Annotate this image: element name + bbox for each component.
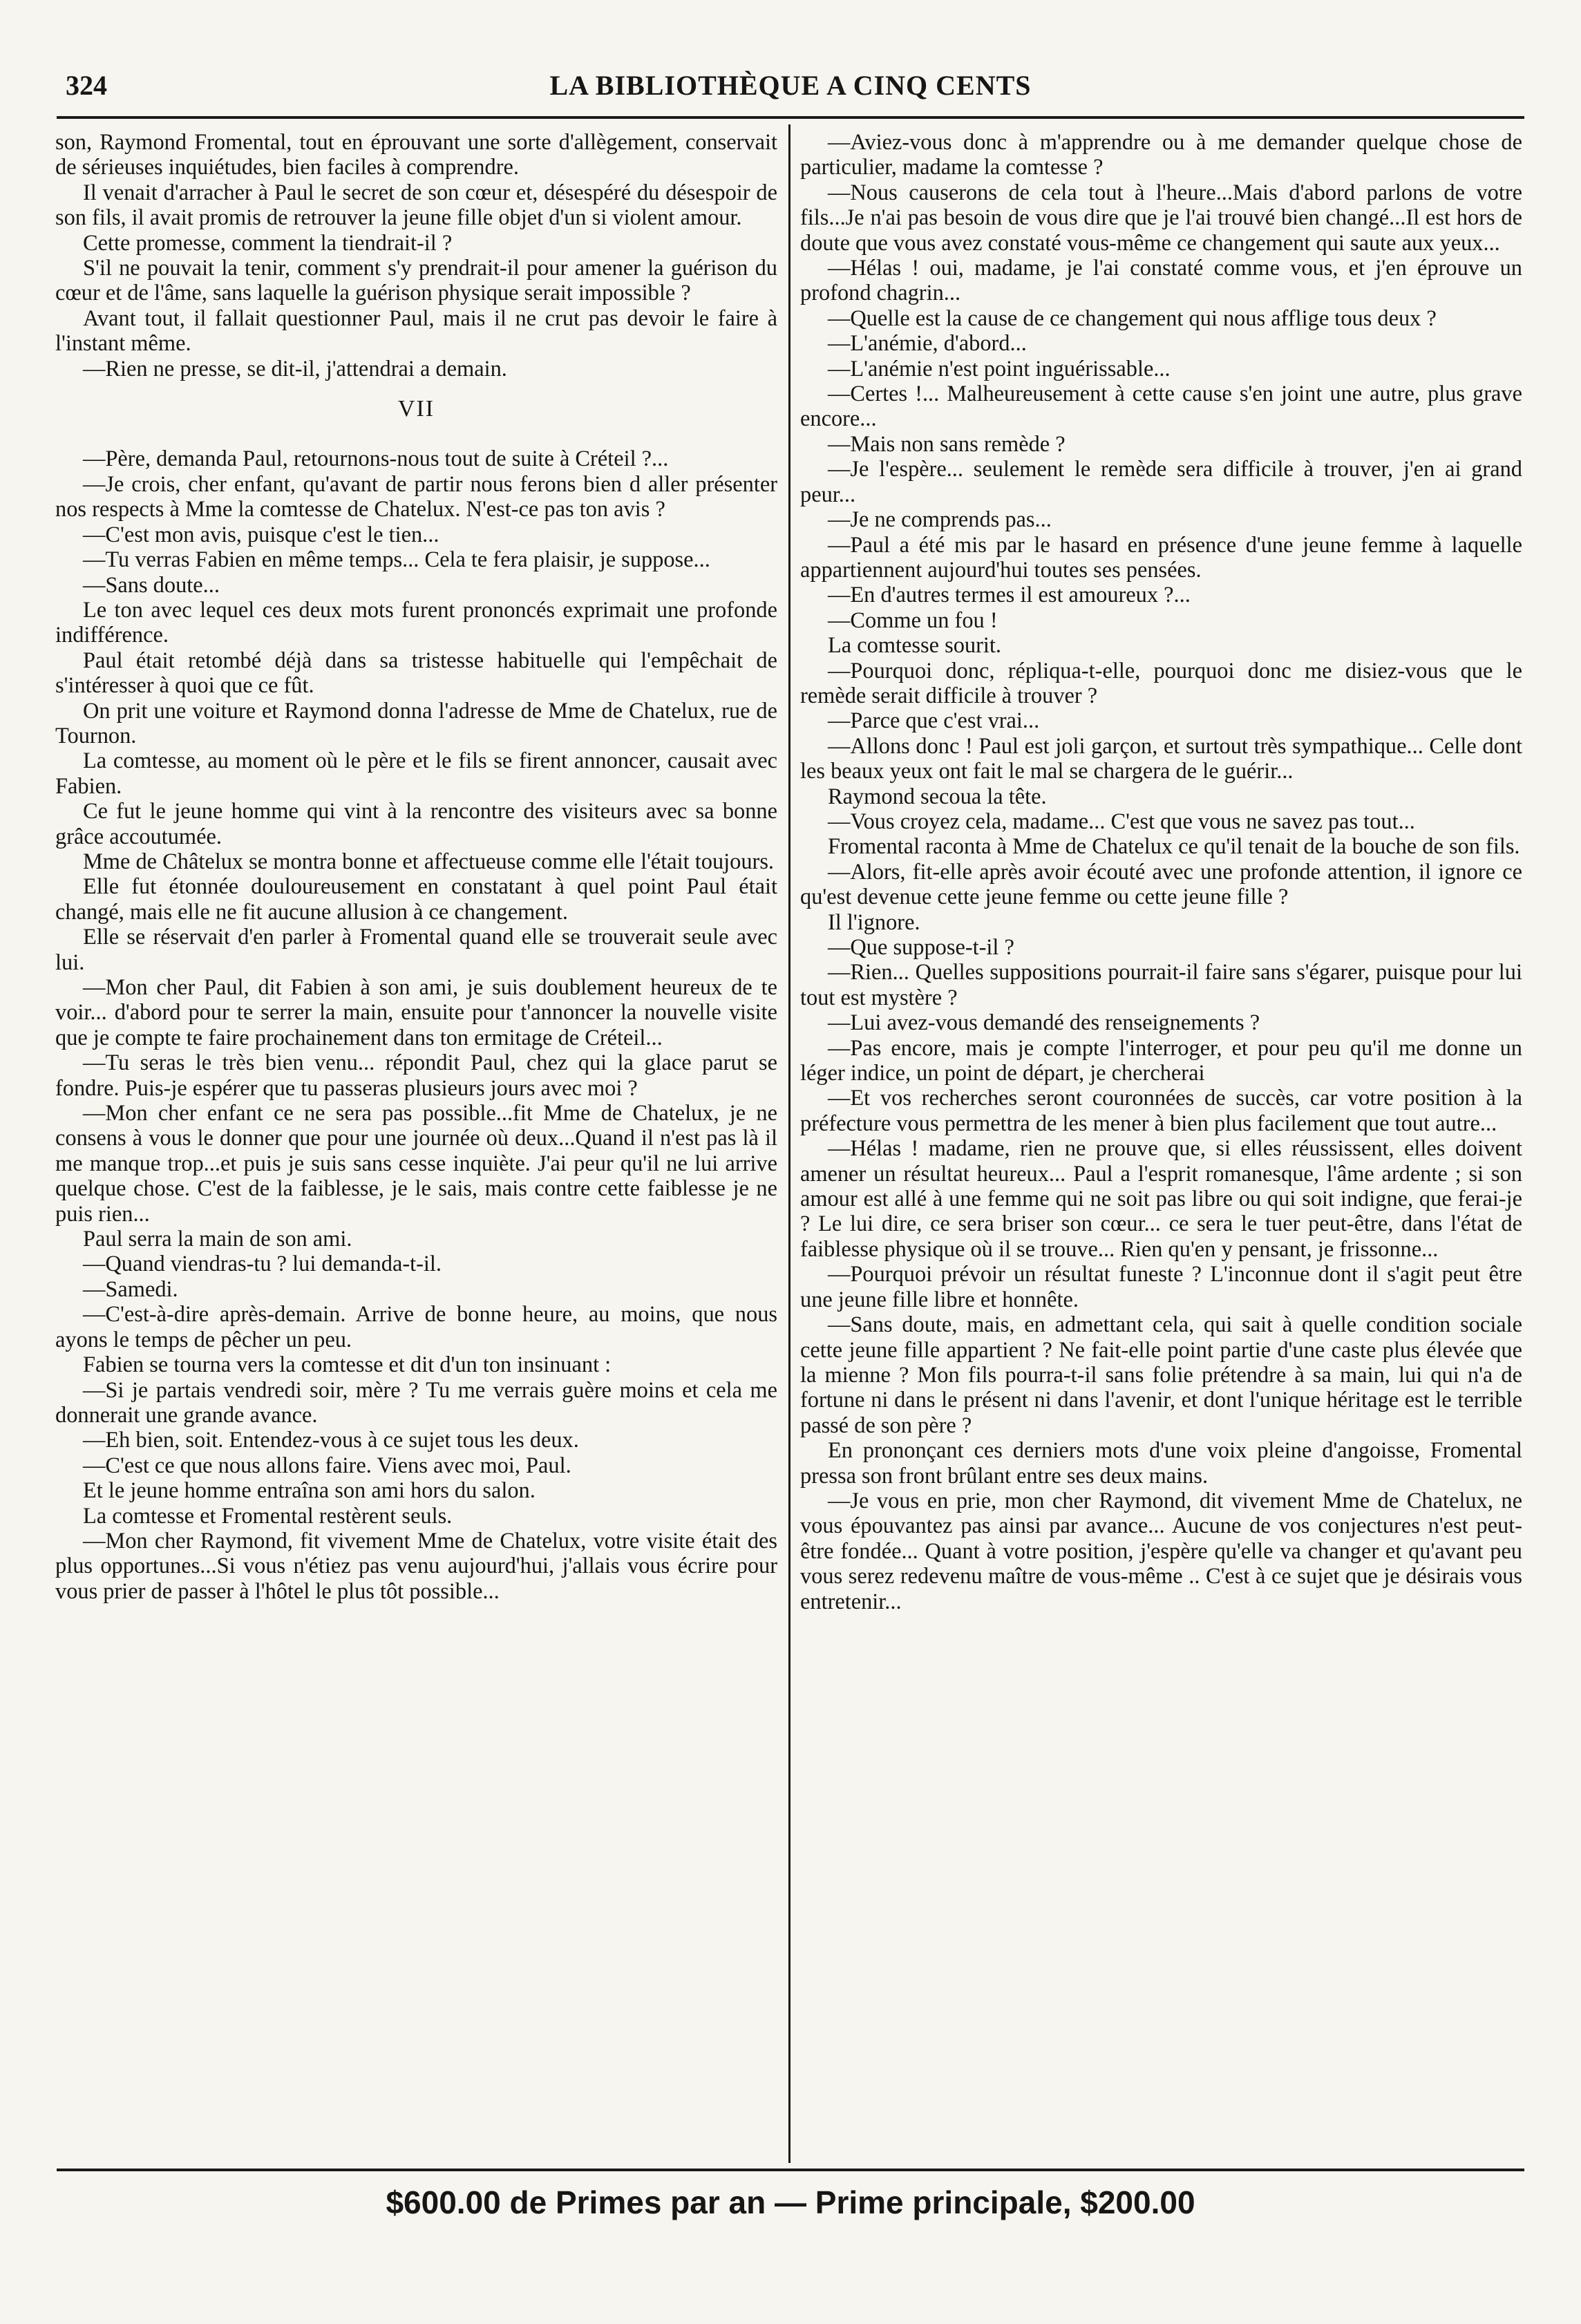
paragraph: —Si je partais vendredi soir, mère ? Tu me verrais guère moins et cela me donnerait une grande avance. [55, 1377, 777, 1428]
paragraph: On prit une voiture et Raymond donna l'adresse de Mme de Chatelux, rue de Tournon. [55, 698, 777, 748]
footer-advertisement: $600.00 de Primes par an — Prime principale, $200.00 [386, 2184, 1195, 2220]
paragraph: —Sans doute, mais, en admettant cela, qui sait à quelle condition sociale cette jeune fille appartient ? Ne fait-elle point partie d'une caste plus élevée que la mienne ? Mon fils pourra-t-il sans folie prétendre à sa main, lui qui n'a de fortune ni dans le présent ni dans l'avenir, et dont l'unique héritage est le terrible passé de son père ? [800, 1312, 1522, 1438]
left-column [55, 130, 777, 1604]
paragraph: Elle se réservait d'en parler à Fromental quand elle se trouverait seule avec lui. [55, 925, 777, 975]
paragraph: —Vous croyez cela, madame... C'est que vous ne savez pas tout... [828, 809, 1415, 834]
paragraph: Paul était retombé déjà dans sa tristesse habituelle qui l'empêchait de s'intéresser à quoi que ce fût. [55, 648, 777, 699]
paragraph: —Quelle est la cause de ce changement qui nous afflige tous deux ? [828, 305, 1437, 331]
footer-rule [57, 2169, 1524, 2171]
paragraph: Fromental raconta à Mme de Chatelux ce qu'il tenait de la bouche de son fils. [828, 834, 1520, 860]
paragraph: Cette promesse, comment la tiendrait-il ? [83, 230, 453, 256]
paragraph: Il venait d'arracher à Paul le secret de son cœur et, désespéré du désespoir de son fils, il avait promis de retrouver la jeune fille objet d'un si violent amour. [55, 180, 777, 231]
paragraph: —Tu verras Fabien en même temps... Cela te fera plaisir, je suppose... [83, 547, 710, 573]
paragraph: —Pourquoi donc, répliqua-t-elle, pourquoi donc me disiez-vous que le remède serait difficile à trouver ? [800, 658, 1522, 708]
paragraph: Ce fut le jeune homme qui vint à la rencontre des visiteurs avec sa bonne grâce accoutumée. [55, 799, 777, 849]
paragraph: —Sans doute... [83, 572, 220, 598]
paragraph: —Hélas ! madame, rien ne prouve que, si elles réussissent, elles doivent amener un résultat heureux... Paul a l'esprit romanesque, l'âme ardente ; si son amour est allé à une femme qui ne soit pas libre ou qui soit indigne, que ferai-je ? Le lui dire, ce sera briser son cœur... ce sera le tuer peut-être, dans l'état de faiblesse physique où il se trouve... Rien qu'en y pensant, je frissonne... [800, 1136, 1522, 1262]
paragraph: Paul serra la main de son ami. [83, 1227, 352, 1252]
page-number: 324 [66, 70, 107, 101]
paragraph: —Mon cher Paul, dit Fabien à son ami, je suis doublement heureux de te voir... d'abord pour te serrer la main, ensuite pour t'annoncer la nouvelle visite que je compte te faire prochainement dans ton ermitage de Créteil... [55, 975, 777, 1050]
paragraph: —En d'autres termes il est amoureux ?... [828, 583, 1191, 608]
paragraph: —Samedi. [83, 1276, 178, 1302]
paragraph: —Je crois, cher enfant, qu'avant de partir nous ferons bien d aller présenter nos respects à Mme la comtesse de Chatelux. N'est-ce pas ton avis ? [55, 471, 777, 522]
paragraph: —Rien... Quelles suppositions pourrait-il faire sans s'égarer, puisque pour lui tout est mystère ? [800, 960, 1522, 1010]
paragraph: Avant tout, il fallait questionner Paul, mais il ne crut pas devoir le faire à l'instant même. [55, 305, 777, 357]
right-column [800, 130, 1522, 1614]
paragraph: —Parce que c'est vrai... [828, 708, 1040, 734]
paragraph: Elle fut étonnée douloureusement en constatant à quel point Paul était changé, mais elle ne fit aucune allusion à ce changement. [55, 874, 777, 925]
paragraph: —Quand viendras-tu ? lui demanda-t-il. [83, 1251, 442, 1277]
paragraph: son, Raymond Fromental, tout en éprouvant une sorte d'allègement, conservait de sérieuses inquiétudes, bien faciles à comprendre. [55, 130, 777, 180]
paragraph: —Certes !... Malheureusement à cette cause s'en joint une autre, plus grave encore... [800, 381, 1522, 432]
paragraph: —Hélas ! oui, madame, je l'ai constaté comme vous, et j'en éprouve un profond chagrin... [800, 256, 1522, 306]
section-heading: VII [397, 396, 435, 422]
paragraph: —L'anémie n'est point inguérissable... [828, 356, 1171, 381]
paragraph: —Et vos recherches seront couronnées de succès, car votre position à la préfecture vous permettra de les mener à bien plus facilement que tout autre... [800, 1086, 1522, 1136]
paragraph: Fabien se tourna vers la comtesse et dit d'un ton insinuant : [83, 1352, 612, 1378]
paragraph: —Aviez-vous donc à m'apprendre ou à me demander quelque chose de particulier, madame la comtesse ? [800, 130, 1522, 180]
page-header [66, 69, 1515, 109]
paragraph: —Allons donc ! Paul est joli garçon, et surtout très sympathique... Celle dont les beaux yeux ont fait le mal se chargera de le guérir... [800, 733, 1522, 784]
paragraph: —L'anémie, d'abord... [828, 331, 1027, 357]
paragraph: Mme de Châtelux se montra bonne et affectueuse comme elle l'était toujours. [83, 849, 775, 874]
paragraph: Le ton avec lequel ces deux mots furent prononcés exprimait une profonde indifférence. [55, 597, 777, 648]
paragraph: —Comme un fou ! [828, 607, 998, 633]
paragraph: —Pas encore, mais je compte l'interroger, et pour peu qu'il me donne un léger indice, un point de départ, je chercherai [800, 1035, 1522, 1086]
paragraph: —Que suppose-t-il ? [828, 935, 1014, 960]
paragraph: —Je ne comprends pas... [828, 507, 1052, 533]
paragraph: —Eh bien, soit. Entendez-vous à ce sujet tous les deux. [83, 1428, 579, 1453]
paragraph: —Paul a été mis par le hasard en présence d'une jeune femme à laquelle appartiennent aujourd'hui toutes ses pensées. [800, 532, 1522, 583]
paragraph: —Nous causerons de cela tout à l'heure...Mais d'abord parlons de votre fils...Je n'ai pas besoin de vous dire que je l'ai trouvé bien changé...Il est hors de doute que vous avez constaté vous-même ce changement qui saute aux yeux... [800, 180, 1522, 256]
paragraph: La comtesse et Fromental restèrent seuls. [83, 1503, 453, 1529]
paragraph: —Père, demanda Paul, retournons-nous tout de suite à Créteil ?... [83, 446, 669, 472]
paragraph: La comtesse, au moment où le père et le fils se firent annoncer, causait avec Fabien. [55, 748, 777, 799]
paragraph: S'il ne pouvait la tenir, comment s'y prendrait-il pour amener la guérison du cœur et de l'âme, sans laquelle la guérison physique serait impossible ? [55, 256, 777, 306]
paragraph: —Je l'espère... seulement le remède sera difficile à trouver, j'en ai grand peur... [800, 457, 1522, 507]
paragraph: —Alors, fit-elle après avoir écouté avec une profonde attention, il ignore ce qu'est devenue cette jeune femme ou cette jeune fille ? [800, 859, 1522, 910]
paragraph: La comtesse sourit. [828, 633, 1001, 659]
paragraph: —Pourquoi prévoir un résultat funeste ? L'inconnue dont il s'agit peut être une jeune fille libre et honnête. [800, 1262, 1522, 1312]
paragraph: —C'est-à-dire après-demain. Arrive de bonne heure, au moins, que nous ayons le temps de pêcher un peu. [55, 1302, 777, 1352]
paragraph: —Mais non sans remède ? [828, 431, 1066, 457]
paragraph: —C'est mon avis, puisque c'est le tien... [83, 522, 439, 547]
paragraph: —Tu seras le très bien venu... répondit Paul, chez qui la glace parut se fondre. Puis-je espérer que tu passeras plusieurs jours avec moi ? [55, 1050, 777, 1101]
running-title: LA BIBLIOTHÈQUE A CINQ CENTS [549, 70, 1032, 101]
paragraph: En prononçant ces derniers mots d'une voix pleine d'angoisse, Fromental pressa son front brûlant entre ses deux mains. [800, 1438, 1522, 1489]
paragraph: —C'est ce que nous allons faire. Viens avec moi, Paul. [83, 1453, 571, 1478]
column-divider [788, 124, 790, 2163]
paragraph: —Rien ne presse, se dit-il, j'attendrai a demain. [83, 356, 507, 381]
header-rule [57, 116, 1524, 119]
paragraph: —Je vous en prie, mon cher Raymond, dit vivement Mme de Chatelux, ne vous épouvantez pas ainsi par avance... Aucune de vos conjectures n'est peut-être fondée... Quant à votre position, j'espère qu'elle va changer et qu'avant peu vous serez redevenu maître de vous-même .. C'est à ce sujet que je désirais vous entretenir... [800, 1488, 1522, 1614]
paragraph: Et le jeune homme entraîna son ami hors du salon. [83, 1478, 536, 1504]
paragraph: —Mon cher enfant ce ne sera pas possible...fit Mme de Chatelux, je ne consens à vous le donner que pour une journée où deux...Quand il n'est pas là il me manque trop...et puis je suis sans cesse inquiète. J'ai peur qu'il ne lui arrive quelque chose. C'est de la faiblesse, je le sais, mais contre cette faiblesse je ne puis rien... [55, 1101, 777, 1227]
paragraph: Il l'ignore. [828, 909, 920, 935]
paragraph: —Lui avez-vous demandé des renseignements ? [828, 1010, 1260, 1036]
paragraph: Raymond secoua la tête. [828, 784, 1047, 809]
paragraph: —Mon cher Raymond, fit vivement Mme de Chatelux, votre visite était des plus opportunes...Si vous n'étiez pas venu aujourd'hui, j'allais vous écrire pour vous prier de passer à l'hôtel le plus tôt possible... [55, 1528, 777, 1604]
